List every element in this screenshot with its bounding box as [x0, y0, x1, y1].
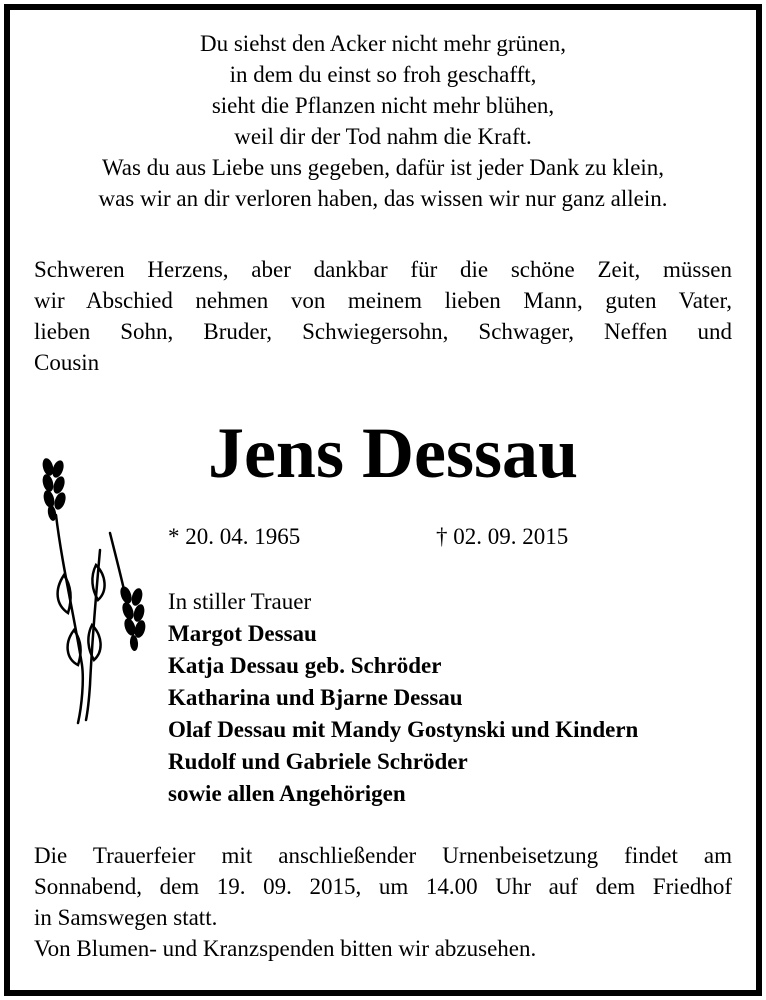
poem-line: Du siehst den Acker nicht mehr grünen,	[200, 31, 566, 56]
mourners-list	[168, 586, 638, 810]
mourner: Margot Dessau	[168, 621, 317, 646]
intro-line: Cousin	[34, 350, 100, 375]
poem-line: in dem du einst so froh geschafft,	[229, 62, 537, 87]
mourner: Katharina und Bjarne Dessau	[168, 685, 463, 710]
poem-line: was wir an dir verloren haben, das wissen wir nur ganz allein.	[98, 186, 668, 211]
mourning-intro: In stiller Trauer	[168, 589, 312, 614]
poem-line: weil dir der Tod nahm die Kraft.	[234, 124, 532, 149]
wheat-ears-icon	[34, 455, 154, 725]
funeral-info	[34, 840, 732, 964]
mourner: Rudolf und Gabriele Schröder	[168, 749, 468, 774]
intro-paragraph	[34, 254, 732, 378]
mourner: sowie allen Angehörigen	[168, 781, 406, 806]
footer-line: Sonnabend, dem 19. 09. 2015, um 14.00 Uhr auf dem Friedhof	[34, 874, 732, 899]
footer-line: in Samswegen statt.	[34, 905, 218, 930]
birth-date: * 20. 04. 1965	[168, 524, 301, 549]
mourner: Olaf Dessau mit Mandy Gostynski und Kindern	[168, 717, 639, 742]
mourner: Katja Dessau geb. Schröder	[168, 653, 442, 678]
death-date: † 02. 09. 2015	[436, 524, 569, 549]
footer-line: Die Trauerfeier mit anschließender Urnenbeisetzung findet am	[34, 843, 732, 868]
deceased-name: Jens Dessau	[207, 413, 579, 493]
intro-line: Schweren Herzens, aber dankbar für die schöne Zeit, müssen	[34, 257, 732, 282]
footer-line: Von Blumen- und Kranzspenden bitten wir abzusehen.	[34, 936, 537, 961]
intro-line: lieben Sohn, Bruder, Schwiegersohn, Schwager, Neffen und	[34, 319, 732, 344]
poem	[20, 28, 746, 214]
intro-line: wir Abschied nehmen von meinem lieben Mann, guten Vater,	[34, 288, 732, 313]
poem-line: Was du aus Liebe uns gegeben, dafür ist jeder Dank zu klein,	[101, 155, 665, 180]
poem-line: sieht die Pflanzen nicht mehr blühen,	[211, 93, 555, 118]
